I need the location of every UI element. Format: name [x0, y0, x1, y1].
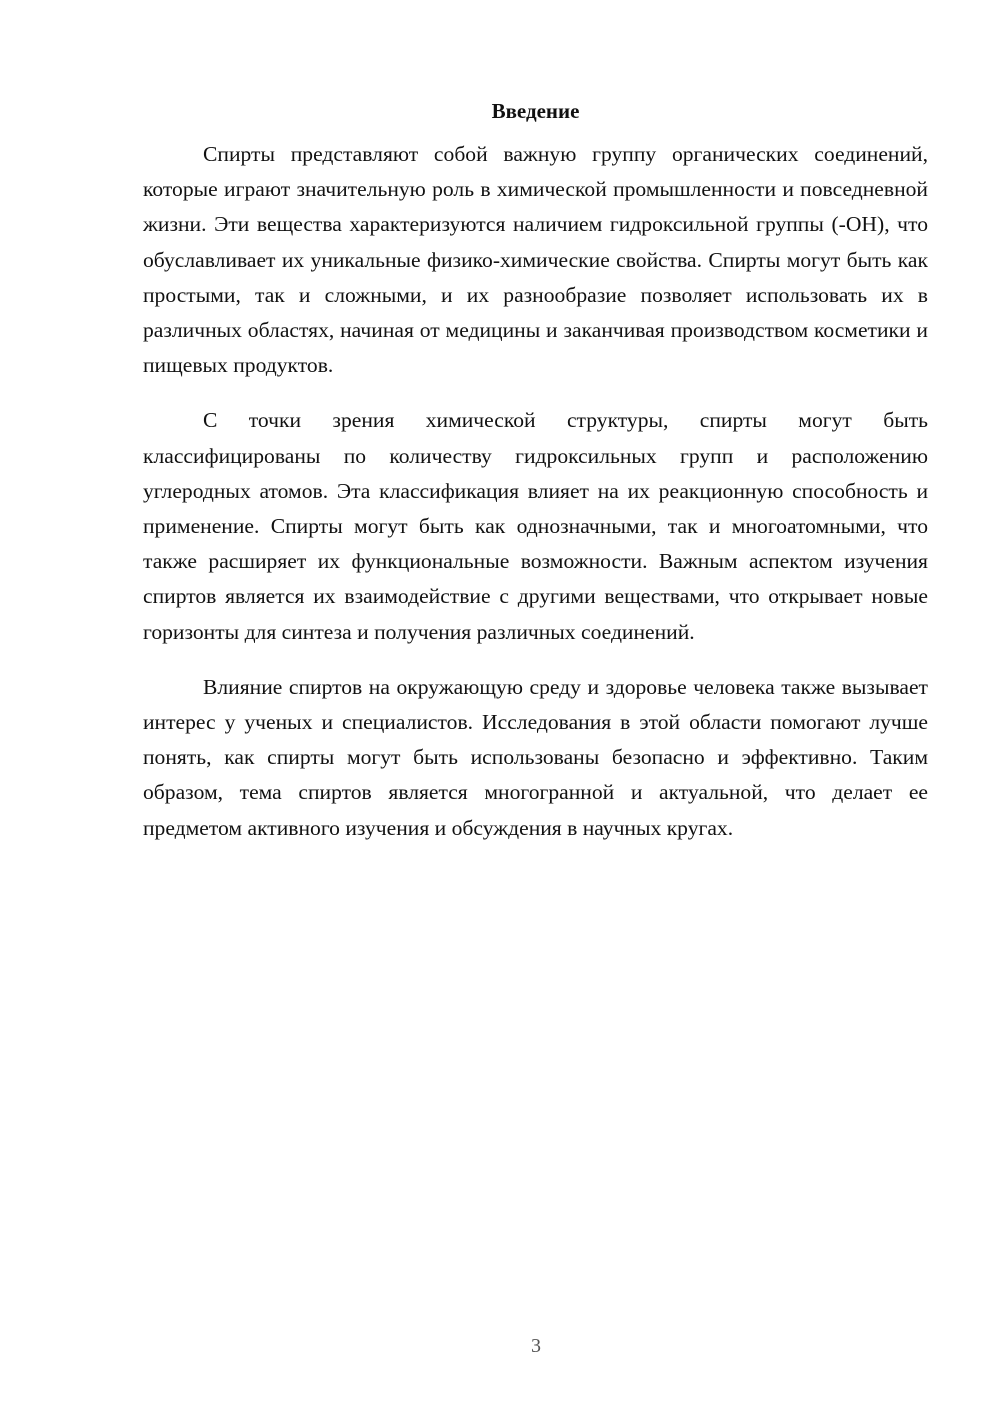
paragraph-2: С точки зрения химической структуры, спирты могут быть классифицированы по количеству гидроксильных групп и расположению углеродных атомов. Эта классификация влияет на их реакционную способность и применение. Спирты могут быть как однозначными, так и многоатомными, что также расширяет их функциональные возможности. Важным аспектом изучения спиртов является их взаимодействие с другими веществами, что открывает новые горизонты для синтеза и получения различных соединений.	[143, 408, 928, 644]
paragraph-1: Спирты представляют собой важную группу органических соединений, которые играют значительную роль в химической промышленности и повседневной жизни. Эти вещества характеризуются наличием гидроксильной группы (-OH), что обуславливает их уникальные физико-химические свойства. Спирты могут быть как простыми, так и сложными, и их разнообразие позволяет использовать их в различных областях, начиная от медицины и заканчивая производством косметики и пищевых продуктов.	[143, 142, 928, 378]
section-title: Введение	[491, 99, 580, 123]
page-content	[143, 96, 928, 866]
page-number: 3	[531, 1335, 541, 1357]
paragraph-3: Влияние спиртов на окружающую среду и здоровье человека также вызывает интерес у ученых и специалистов. Исследования в этой области помогают лучше понять, как спирты могут быть использованы безопасно и эффективно. Таким образом, тема спиртов является многогранной и актуальной, что делает ее предметом активного изучения и обсуждения в научных кругах.	[143, 674, 928, 840]
